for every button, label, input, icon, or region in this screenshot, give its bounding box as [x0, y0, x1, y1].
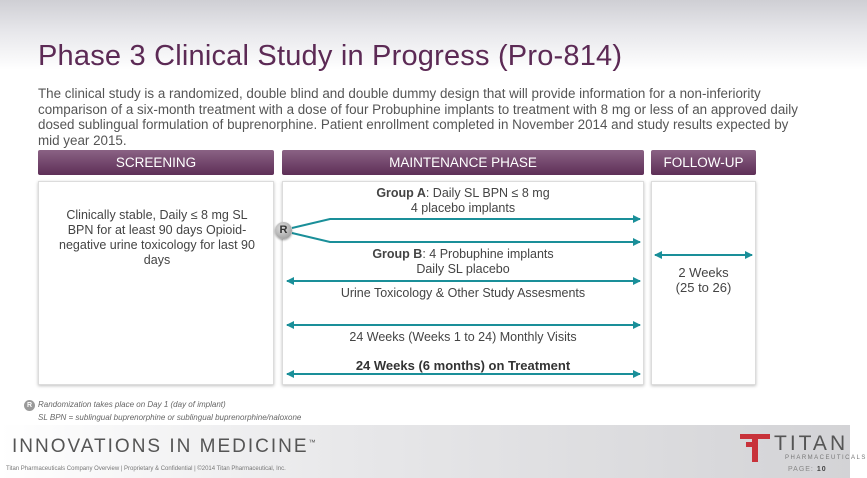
titan-logo-icon	[738, 430, 772, 464]
page-label: PAGE:	[788, 466, 814, 473]
page-indicator	[788, 466, 827, 473]
monthly-visits-text: 24 Weeks (Weeks 1 to 24) Monthly Visits	[349, 330, 577, 344]
urine-toxicology-text: Urine Toxicology & Other Study Assesments	[340, 286, 586, 300]
trademark-symbol: ™	[308, 439, 318, 447]
group-a-line2: 4 placebo implants	[410, 201, 516, 215]
footer-tagline	[12, 436, 318, 458]
group-a-label: Group A	[376, 186, 426, 200]
titan-logo-name: TITAN	[774, 432, 849, 455]
followup-header: FOLLOW-UP	[651, 150, 756, 175]
group-a-arrow	[292, 219, 640, 228]
page-number: 10	[816, 466, 827, 473]
randomization-note: Randomization takes place on Day 1 (day of implant)	[38, 400, 226, 409]
intro-paragraph: The clinical study is a randomized, double blind and double dummy design that will provide information for a non-inferiority comparison of a six-month treatment with a dose of four Probuphine implants to treatment with 8 mg or less of an approved daily dosed sublingual formulation of buprenorphine. Patient enrollment completed in November 2014 and study results expected by mid year 2015.	[38, 86, 798, 148]
screening-header: SCREENING	[38, 150, 274, 175]
group-b-arrow	[292, 233, 640, 242]
randomization-note-marker: R	[24, 400, 35, 411]
screening-criteria: Clinically stable, Daily ≤ 8 mg SL BPN for at least 90 days Opioid-negative urine toxicology for last 90 days	[59, 208, 255, 267]
randomization-marker: R	[275, 222, 292, 239]
group-b-line1: : 4 Probuphine implants	[422, 247, 554, 261]
group-b-line2: Daily SL placebo	[416, 262, 510, 276]
treatment-duration-text: 24 Weeks (6 months) on Treatment	[355, 358, 571, 373]
followup-weeks: 2 Weeks	[678, 265, 729, 280]
slide-title: Phase 3 Clinical Study in Progress (Pro-814)	[38, 40, 623, 72]
titan-logo-subtitle: PHARMACEUTICALS	[785, 455, 867, 461]
footer-copyright: Titan Pharmaceuticals Company Overview | Proprietary & Confidential | ©2014 Titan Pharmaceutical, Inc.	[6, 466, 286, 472]
maintenance-header: MAINTENANCE PHASE	[282, 150, 644, 175]
group-b-label: Group B	[372, 247, 423, 261]
tagline-text: INNOVATIONS IN MEDICINE	[12, 436, 309, 457]
group-a-line1: : Daily SL BPN ≤ 8 mg	[425, 186, 550, 200]
followup-range: (25 to 26)	[675, 280, 732, 295]
abbreviation-note: SL BPN = sublingual buprenorphine or sublingual buprenorphine/naloxone	[38, 413, 302, 422]
